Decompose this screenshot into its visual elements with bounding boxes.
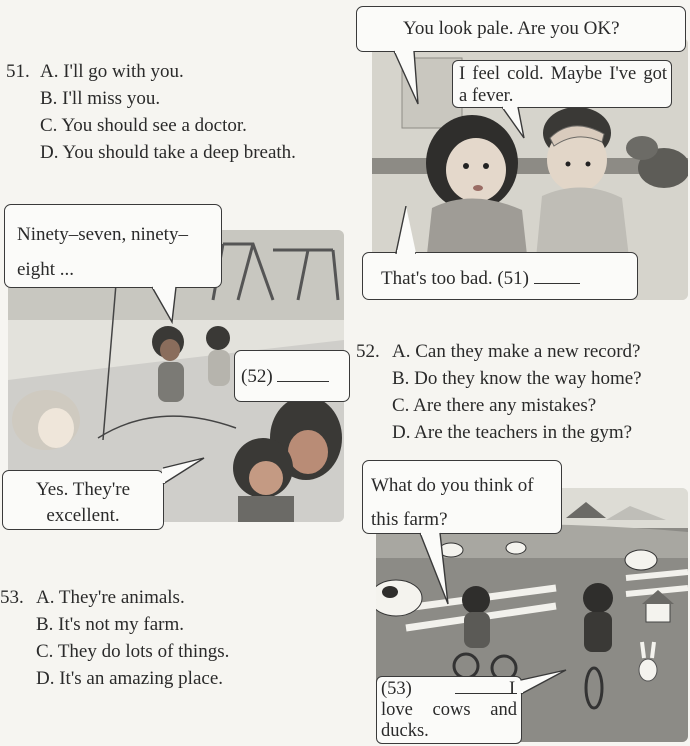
question-51-option-c[interactable]: C. You should see a doctor. [40,115,247,136]
speech-tail-ninety-seven [148,286,182,324]
question-51-option-a[interactable]: A. I'll go with you. [40,61,184,82]
speech-text-excellent: Yes. They're excellent. [35,479,131,526]
speech-bubble-ninety-seven [4,204,222,288]
question-52-number: 52. [356,341,380,362]
speech-bubble-love-cows [376,676,522,744]
question-52-option-c[interactable]: C. Are there any mistakes? [392,395,597,416]
speech-text-you-look-pale: You look pale. Are you OK? [403,18,620,39]
answer-blank-53[interactable] [455,679,517,694]
speech-text-53: (53) [381,679,412,699]
question-51-number: 51. [6,61,30,82]
speech-bubble-what-do-you-think [362,460,562,534]
speech-text-feel-cold: I feel cold. Maybe I've got a fever. [459,64,667,106]
question-52-option-d[interactable]: D. Are the teachers in the gym? [392,422,633,443]
speech-text-what-do-you-think: What do you think of this farm? [371,475,534,530]
question-53-option-d[interactable]: D. It's an amazing place. [36,668,224,689]
speech-text-ninety-seven: Ninety–seven, ninety–eight ... [17,224,188,280]
speech-bubble-52-blank [234,350,350,402]
speech-bubble-too-bad [362,252,638,300]
question-53-option-c[interactable]: C. They do lots of things. [36,641,230,662]
speech-bubble-excellent [2,470,164,530]
speech-tail-feel-cold [500,106,530,140]
speech-tail-excellent [162,456,206,490]
question-53 [0,584,229,692]
question-51-option-d[interactable]: D. You should take a deep breath. [40,142,296,163]
question-53-number: 53. [0,587,24,608]
question-53-option-a[interactable]: A. They're animals. [36,587,185,608]
answer-blank-52[interactable] [277,367,329,382]
speech-tail-love-cows [520,668,568,698]
question-52-option-b[interactable]: B. Do they know the way home? [392,368,642,389]
answer-blank-51[interactable] [534,269,580,284]
speech-tail-what-do-you-think [418,532,452,606]
speech-text-love-cows: I love cows and ducks. [381,679,517,741]
question-51 [6,58,296,166]
speech-tail-you-look-pale [392,50,422,106]
question-51-option-b[interactable]: B. I'll miss you. [40,88,161,109]
question-52-option-a[interactable]: A. Can they make a new record? [392,341,641,362]
speech-text-52: (52) [241,366,273,387]
speech-bubble-you-look-pale [356,6,686,52]
question-53-option-b[interactable]: B. It's not my farm. [36,614,185,635]
speech-tail-too-bad [392,206,422,254]
question-52 [356,338,642,446]
speech-bubble-feel-cold [452,60,672,108]
speech-text-too-bad: That's too bad. (51) [381,268,530,289]
